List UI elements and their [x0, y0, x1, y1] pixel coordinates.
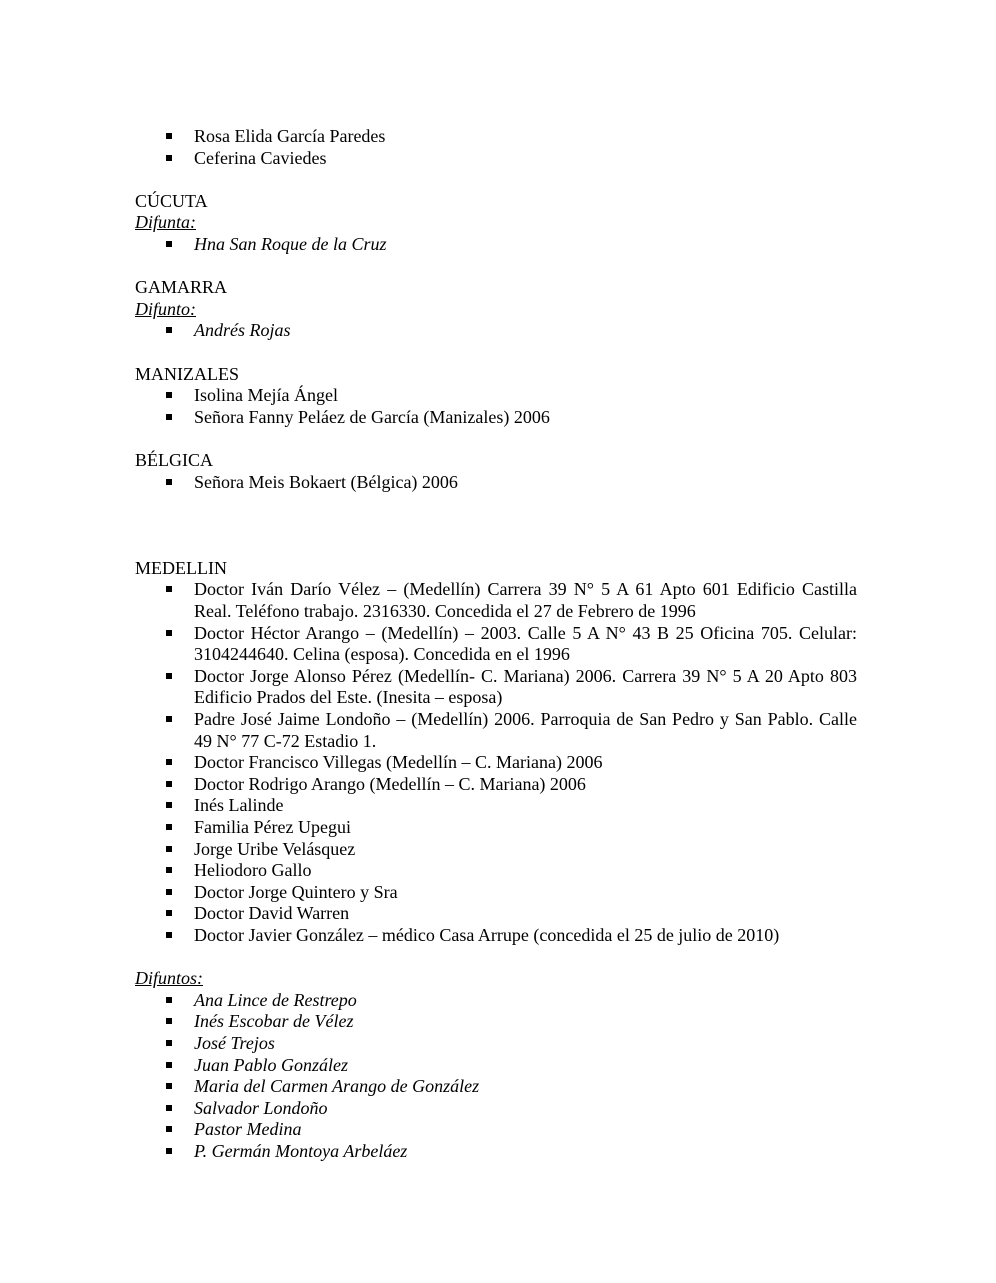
list-item: Andrés Rojas	[135, 320, 857, 342]
square-bullet-icon	[166, 673, 172, 679]
list-item: Familia Pérez Upegui	[135, 817, 857, 839]
list-item: Doctor Héctor Arango – (Medellín) – 2003. Calle 5 A N° 43 B 25 Oficina 705. Celular: 3104244640. Celina (esposa). Concedida en el 1996	[135, 623, 857, 666]
list-item: Doctor Rodrigo Arango (Medellín – C. Mariana) 2006	[135, 774, 857, 796]
list-item: Doctor Jorge Alonso Pérez (Medellín- C. Mariana) 2006. Carrera 39 N° 5 A 20 Apto 803 Edificio Prados del Este. (Inesita – esposa)	[135, 666, 857, 709]
list-item: Pastor Medina	[135, 1119, 857, 1141]
square-bullet-icon	[166, 327, 172, 333]
section-heading-medellin: MEDELLIN	[135, 557, 227, 578]
square-bullet-icon	[166, 889, 172, 895]
square-bullet-icon	[166, 1018, 172, 1024]
subheading-difunta: Difunta:	[135, 212, 196, 233]
square-bullet-icon	[166, 1083, 172, 1089]
list-item: Ana Lince de Restrepo	[135, 990, 857, 1012]
list-item: Señora Meis Bokaert (Bélgica) 2006	[135, 472, 857, 494]
list-item: Maria del Carmen Arango de González	[135, 1076, 857, 1098]
list-item: Heliodoro Gallo	[135, 860, 857, 882]
square-bullet-icon	[166, 155, 172, 161]
list-item: Doctor David Warren	[135, 903, 857, 925]
square-bullet-icon	[166, 716, 172, 722]
section-heading-belgica: BÉLGICA	[135, 449, 213, 470]
list-item: Isolina Mejía Ángel	[135, 385, 857, 407]
list-item: Ceferina Caviedes	[135, 148, 857, 170]
list-item: Inés Lalinde	[135, 795, 857, 817]
list-item: Inés Escobar de Vélez	[135, 1011, 857, 1033]
square-bullet-icon	[166, 1126, 172, 1132]
square-bullet-icon	[166, 414, 172, 420]
list-item: Salvador Londoño	[135, 1098, 857, 1120]
medellin-list	[135, 579, 857, 946]
list-item: Doctor Jorge Quintero y Sra	[135, 882, 857, 904]
list-item: Jorge Uribe Velásquez	[135, 839, 857, 861]
medellin-deceased-list	[135, 990, 857, 1163]
square-bullet-icon	[166, 133, 172, 139]
square-bullet-icon	[166, 392, 172, 398]
square-bullet-icon	[166, 1062, 172, 1068]
square-bullet-icon	[166, 910, 172, 916]
intro-list	[135, 126, 857, 169]
square-bullet-icon	[166, 846, 172, 852]
subheading-difuntos: Difuntos:	[135, 968, 204, 989]
list-item: P. Germán Montoya Arbeláez	[135, 1141, 857, 1163]
list-item: Hna San Roque de la Cruz	[135, 234, 857, 256]
square-bullet-icon	[166, 824, 172, 830]
section-heading-cucuta: CÚCUTA	[135, 190, 208, 211]
square-bullet-icon	[166, 630, 172, 636]
square-bullet-icon	[166, 586, 172, 592]
list-item: José Trejos	[135, 1033, 857, 1055]
square-bullet-icon	[166, 781, 172, 787]
list-item: Doctor Iván Darío Vélez – (Medellín) Carrera 39 N° 5 A 61 Apto 601 Edificio Castilla Real. Teléfono trabajo. 2316330. Concedida el 27 de Febrero de 1996	[135, 579, 857, 622]
square-bullet-icon	[166, 759, 172, 765]
square-bullet-icon	[166, 997, 172, 1003]
list-item: Rosa Elida García Paredes	[135, 126, 857, 148]
belgica-list	[135, 472, 857, 494]
list-item: Señora Fanny Peláez de García (Manizales) 2006	[135, 407, 857, 429]
square-bullet-icon	[166, 802, 172, 808]
square-bullet-icon	[166, 932, 172, 938]
list-item: Doctor Javier González – médico Casa Arrupe (concedida el 25 de julio de 2010)	[135, 925, 857, 947]
document-page	[135, 126, 857, 1163]
manizales-list	[135, 385, 857, 428]
square-bullet-icon	[166, 1105, 172, 1111]
square-bullet-icon	[166, 1148, 172, 1154]
square-bullet-icon	[166, 867, 172, 873]
section-heading-gamarra: GAMARRA	[135, 277, 228, 298]
cucuta-list	[135, 234, 857, 256]
square-bullet-icon	[166, 1040, 172, 1046]
section-heading-manizales: MANIZALES	[135, 363, 239, 384]
list-item: Padre José Jaime Londoño – (Medellín) 2006. Parroquia de San Pedro y San Pablo. Calle 49 N° 77 C-72 Estadio 1.	[135, 709, 857, 752]
square-bullet-icon	[166, 479, 172, 485]
gamarra-list	[135, 320, 857, 342]
list-item: Juan Pablo González	[135, 1055, 857, 1077]
list-item: Doctor Francisco Villegas (Medellín – C. Mariana) 2006	[135, 752, 857, 774]
square-bullet-icon	[166, 241, 172, 247]
subheading-difunto: Difunto:	[135, 298, 196, 319]
